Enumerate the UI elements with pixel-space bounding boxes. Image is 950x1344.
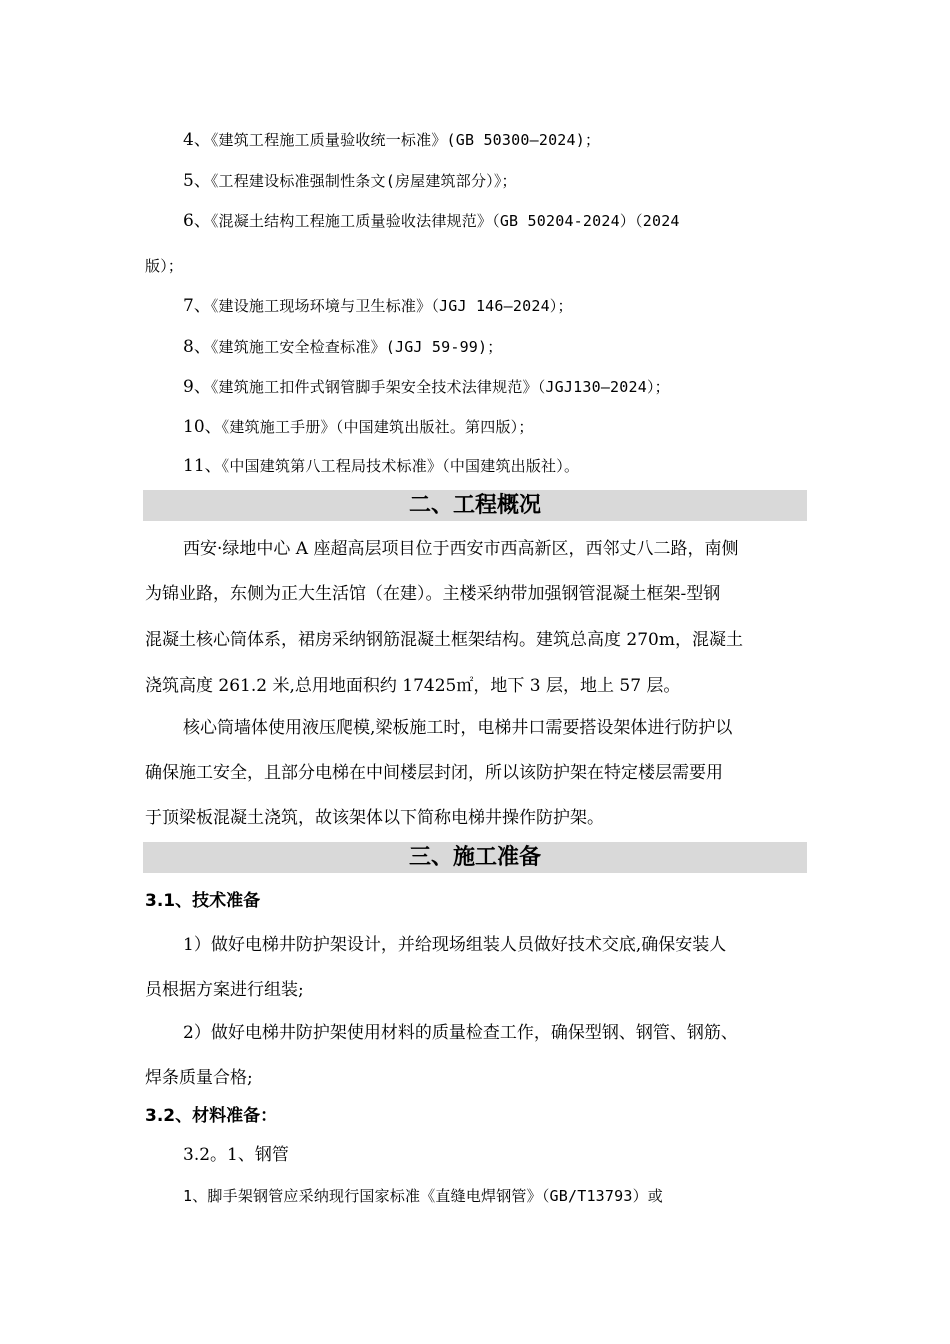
reference-item — [183, 130, 810, 150]
reference-text: 《混凝土结构工程施工质量验收法律规范》（GB 50204-2024）（2024 — [210, 212, 680, 230]
reference-item — [183, 296, 810, 316]
reference-text: 《工程建设标准强制性条文(房屋建筑部分）》； — [210, 172, 517, 190]
reference-number: 6、 — [183, 211, 211, 231]
reference-continuation — [145, 256, 810, 276]
section-heading: 三、施工准备 — [143, 842, 807, 873]
paragraph-line: 混凝土核心筒体系，裙房采纳钢筋混凝土框架结构。建筑总高度 270m，混凝土 — [145, 630, 743, 650]
reference-item — [183, 337, 810, 357]
paragraph-text: 1、脚手架钢管应采纳现行国家标准《直缝电焊钢管》（GB/T13793）或 — [183, 1187, 664, 1205]
paragraph-line: 1）做好电梯井防护架设计，并给现场组装人员做好技术交底,确保安装人 — [183, 935, 727, 955]
paragraph-line: 于顶梁板混凝土浇筑，故该架体以下简称电梯井操作防护架。 — [145, 808, 604, 828]
paragraph-line: 2）做好电梯井防护架使用材料的质量检查工作，确保型钢、钢管、钢筋、 — [183, 1023, 738, 1043]
reference-number: 9、 — [183, 377, 211, 397]
reference-text: 《建筑施工安全检查标准》(JGJ 59-99)； — [210, 338, 503, 356]
paragraph-line: 为锦业路，东侧为正大生活馆（在建）。主楼采纳带加强钢管混凝土框架-型钢 — [145, 584, 721, 604]
subsection-title: 3.2、材料准备： — [145, 1106, 278, 1126]
paragraph-line: 员根据方案进行组装; — [145, 980, 304, 1000]
subsection-title: 3.1、技术准备 — [145, 891, 261, 911]
reference-text: 《建筑施工手册》（中国建筑出版社。第四版）； — [221, 418, 534, 436]
reference-item — [183, 377, 810, 397]
reference-text: 《中国建筑第八工程局技术标准》（中国建筑出版社）。 — [221, 457, 580, 475]
paragraph-line: 西安·绿地中心 A 座超高层项目位于西安市西高新区，西邻丈八二路，南侧 — [183, 539, 739, 559]
paragraph-line — [183, 1186, 810, 1206]
reference-number: 7、 — [183, 296, 211, 316]
reference-number: 10、 — [183, 417, 222, 437]
reference-number: 4、 — [183, 130, 211, 150]
reference-item — [183, 211, 810, 231]
paragraph-line: 焊条质量合格; — [145, 1068, 253, 1088]
paragraph-line: 浇筑高度 261.2 米,总用地面积约 17425㎡，地下 3 层，地上 57 层。 — [145, 676, 681, 696]
reference-text: 版）； — [145, 257, 184, 275]
reference-number: 11、 — [183, 456, 222, 476]
reference-item — [183, 171, 810, 191]
reference-number: 5、 — [183, 171, 211, 191]
paragraph-line: 核心筒墙体使用液压爬模,梁板施工时，电梯井口需要搭设架体进行防护以 — [183, 718, 733, 738]
reference-item — [183, 456, 810, 476]
reference-text: 《建筑工程施工质量验收统一标准》(GB 50300—2024)； — [210, 131, 601, 149]
reference-item — [183, 417, 810, 437]
reference-text: 《建设施工现场环境与卫生标准》（JGJ 146—2024）； — [210, 297, 573, 315]
subsection-title: 3.2。1、钢管 — [183, 1145, 289, 1165]
paragraph-line: 确保施工安全，且部分电梯在中间楼层封闭，所以该防护架在特定楼层需要用 — [145, 763, 723, 783]
section-heading: 二、工程概况 — [143, 490, 807, 521]
reference-text: 《建筑施工扣件式钢管脚手架安全技术法律规范》（JGJ130—2024）； — [210, 378, 670, 396]
reference-number: 8、 — [183, 337, 211, 357]
